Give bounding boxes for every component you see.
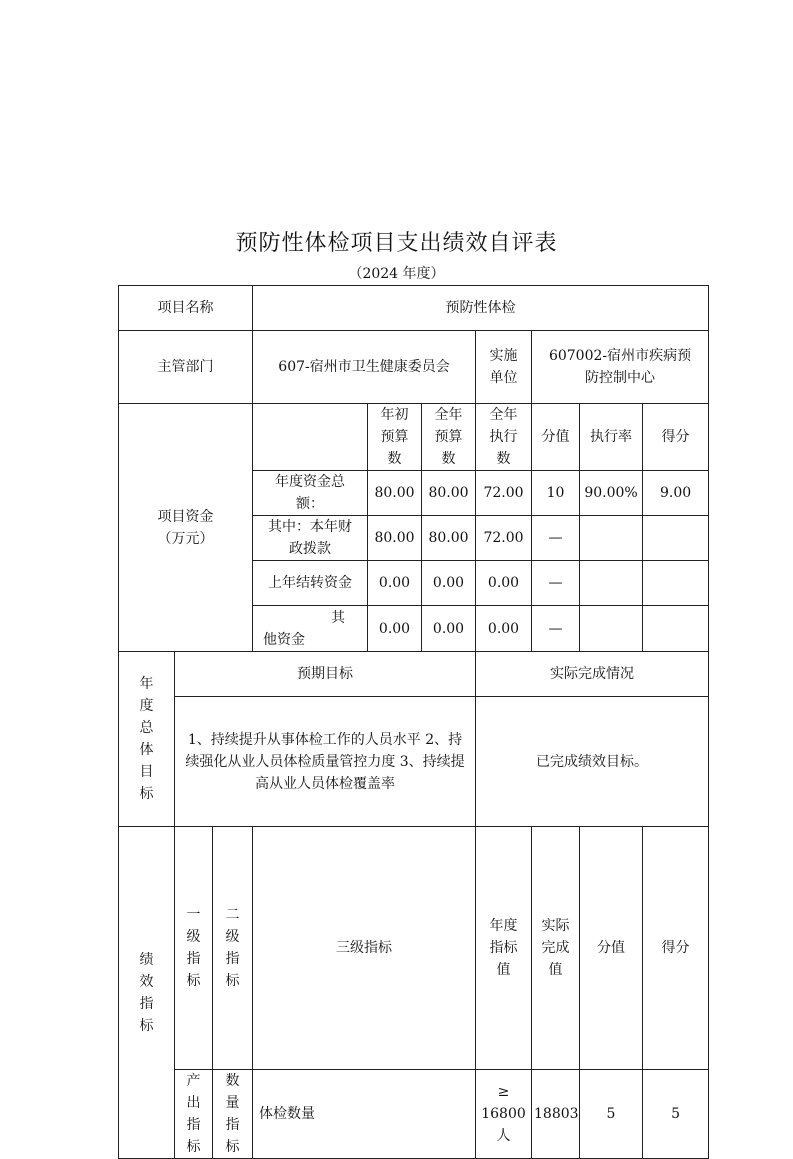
indicator-level2: 数 量 指 标 <box>213 1070 253 1159</box>
indicator-level1: 产 出 指 标 <box>175 1070 213 1159</box>
indicator-score-header: 得分 <box>643 827 709 1070</box>
funds-initial: 80.00 <box>368 471 422 516</box>
funds-score-value: — <box>532 561 580 606</box>
indicator-level3: 体检数量 <box>253 1070 476 1159</box>
funds-row-label <box>253 606 368 652</box>
project-name-label: 项目名称 <box>119 286 253 331</box>
funds-row-label-line1: 其 <box>331 609 346 626</box>
header-score-value: 分值 <box>532 404 580 471</box>
project-name-row <box>119 286 709 331</box>
indicators-label: 绩 效 指 标 <box>119 827 175 1159</box>
level1-header: 一 级 指 标 <box>175 827 213 1070</box>
indicator-score: 5 <box>643 1070 709 1159</box>
header-exec-rate: 执行率 <box>580 404 643 471</box>
annual-value-header: 年度 指标 值 <box>476 827 532 1070</box>
funds-row-label: 上年结转资金 <box>253 561 368 606</box>
funds-header-row <box>119 404 709 471</box>
funds-label: 项目资金（万元） <box>119 404 253 652</box>
department-row <box>119 331 709 404</box>
actual-goal-text: 已完成绩效目标。 <box>476 697 709 827</box>
funds-header-blank <box>253 404 368 471</box>
header-score: 得分 <box>643 404 709 471</box>
goals-label: 年 度 总 体 目 标 <box>119 652 175 827</box>
level2-header: 二 级 指 标 <box>213 827 253 1070</box>
funds-executed: 72.00 <box>476 471 532 516</box>
funds-score <box>643 561 709 606</box>
funds-score <box>643 516 709 561</box>
impl-unit-value: 607002-宿州市疾病预防控制中心 <box>532 331 709 404</box>
actual-goal-header: 实际完成情况 <box>476 652 709 697</box>
expected-goal-header: 预期目标 <box>175 652 476 697</box>
impl-unit-label: 实施单位 <box>476 331 532 404</box>
page-title: 预防性体检项目支出绩效自评表 <box>235 231 558 256</box>
funds-row-label: 其中：本年财政拨款 <box>253 516 368 561</box>
funds-annual: 0.00 <box>422 606 476 652</box>
funds-annual: 0.00 <box>422 561 476 606</box>
evaluation-table <box>118 285 709 1159</box>
indicator-score-value-header: 分值 <box>580 827 643 1070</box>
funds-exec-rate <box>580 606 643 652</box>
goals-content-row <box>119 697 709 827</box>
funds-score-value: — <box>532 516 580 561</box>
funds-annual: 80.00 <box>422 471 476 516</box>
dept-value: 607-宿州市卫生健康委员会 <box>253 331 476 404</box>
funds-initial: 0.00 <box>368 606 422 652</box>
funds-row-label: 年度资金总额： <box>253 471 368 516</box>
indicator-annual-value: ≥ 16800 人 <box>476 1070 532 1159</box>
funds-initial: 80.00 <box>368 516 422 561</box>
funds-row-label-line2: 他资金 <box>263 631 306 648</box>
funds-score-value: — <box>532 606 580 652</box>
funds-exec-rate: 90.00% <box>580 471 643 516</box>
project-name-value: 预防性体检 <box>253 286 709 331</box>
header-executed: 全年执行数 <box>476 404 532 471</box>
goals-header-row <box>119 652 709 697</box>
dept-label: 主管部门 <box>119 331 253 404</box>
header-initial-budget: 年初预算数 <box>368 404 422 471</box>
header-annual-budget: 全年预算数 <box>422 404 476 471</box>
actual-value-header: 实际 完成 值 <box>532 827 580 1070</box>
funds-executed: 0.00 <box>476 606 532 652</box>
funds-exec-rate <box>580 561 643 606</box>
indicator-actual-value: 18803 <box>532 1070 580 1159</box>
funds-executed: 0.00 <box>476 561 532 606</box>
funds-score-value: 10 <box>532 471 580 516</box>
expected-goal-text: 1、持续提升从事体检工作的人员水平 2、持续强化从业人员体检质量管控力度 3、持续提高从业人员体检覆盖率 <box>175 697 476 827</box>
funds-exec-rate <box>580 516 643 561</box>
indicator-row <box>119 1070 709 1159</box>
funds-annual: 80.00 <box>422 516 476 561</box>
funds-executed: 72.00 <box>476 516 532 561</box>
page-subtitle: （2024 年度） <box>348 266 445 282</box>
funds-score <box>643 606 709 652</box>
funds-initial: 0.00 <box>368 561 422 606</box>
funds-score: 9.00 <box>643 471 709 516</box>
level3-header: 三级指标 <box>253 827 476 1070</box>
indicators-header-row <box>119 827 709 1070</box>
indicator-score-value: 5 <box>580 1070 643 1159</box>
